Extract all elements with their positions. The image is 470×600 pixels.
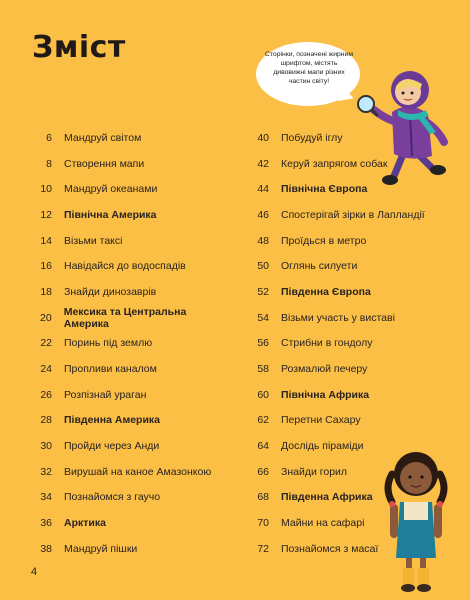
toc-entry-title: Дослідь піраміди: [281, 440, 364, 453]
toc-page-number: 12: [40, 208, 52, 221]
toc-page-number: 28: [40, 414, 52, 427]
toc-entry-title: Майни на сафарі: [281, 517, 365, 530]
toc-page-number: 48: [257, 234, 269, 247]
toc-page-number: 52: [257, 285, 269, 298]
toc-entry[interactable]: [249, 125, 449, 151]
toc-entry[interactable]: [249, 253, 449, 279]
toc-page-number: 62: [257, 414, 269, 427]
toc-entry[interactable]: [32, 408, 232, 434]
toc-left-column: [32, 125, 232, 562]
toc-entry-title: Знайди динозаврів: [64, 285, 157, 298]
toc-entry-title: Проїдься в метро: [281, 234, 367, 247]
toc-page-number: 26: [40, 388, 52, 401]
toc-entry-title: Побудуй іглу: [281, 131, 343, 144]
toc-entry-title: Північна Африка: [281, 388, 370, 401]
page-number: 4: [31, 566, 38, 578]
toc-entry[interactable]: [249, 228, 449, 254]
toc-entry-title: Мексика та Центральна Америка: [63, 305, 187, 330]
toc-entry-title: Мандруй океанами: [64, 183, 158, 196]
toc-entry[interactable]: [249, 408, 449, 434]
toc-entry-title: Познайомся з гаучо: [64, 491, 161, 504]
toc-page-number: 46: [257, 208, 269, 221]
toc-entry-title: Візьми участь у виставі: [281, 311, 395, 324]
toc-entry-title: Північна Європа: [281, 183, 368, 196]
toc-page-number: 8: [46, 157, 52, 170]
toc-page-number: 68: [257, 491, 269, 504]
toc-page-number: 30: [40, 440, 52, 453]
toc-entry-title: Південна Африка: [281, 491, 373, 504]
toc-page-number: 20: [40, 311, 52, 324]
toc-entry[interactable]: [32, 228, 232, 254]
toc-page-number: 38: [40, 542, 52, 555]
toc-page-number: 10: [40, 183, 52, 196]
toc-page-number: 72: [257, 542, 269, 555]
toc-page-number: 34: [40, 491, 52, 504]
toc-entry-title: Мандруй пішки: [64, 542, 138, 555]
toc-entry-title: Створення мапи: [64, 157, 145, 170]
toc-entry-title: Спостерігай зірки в Лапландії: [281, 208, 425, 221]
toc-page-number: 16: [40, 260, 52, 273]
toc-entry[interactable]: [32, 151, 232, 177]
toc-page-number: 40: [257, 131, 269, 144]
toc-entry[interactable]: [32, 253, 232, 279]
toc-entry-title: Вирушай на каное Амазонкою: [64, 465, 212, 478]
toc-entry-title: Познайомся з масаї: [281, 542, 379, 555]
toc-page-number: 32: [40, 465, 52, 478]
toc-entry[interactable]: [249, 331, 449, 357]
toc-entry[interactable]: [249, 536, 449, 562]
toc-right-column: [249, 125, 449, 562]
toc-entry[interactable]: [32, 279, 232, 305]
toc-entry-title: Північна Америка: [64, 208, 157, 221]
toc-entry[interactable]: [249, 305, 449, 331]
toc-entry[interactable]: [249, 279, 449, 305]
toc-entry-title: Стрибни в гондолу: [281, 337, 373, 350]
toc-page-number: 56: [257, 337, 269, 350]
toc-entry-title: Керуй запрягом собак: [281, 157, 388, 170]
toc-entry[interactable]: [32, 433, 232, 459]
toc-entry[interactable]: [32, 536, 232, 562]
toc-entry[interactable]: [249, 382, 449, 408]
toc-page-number: 42: [257, 157, 269, 170]
toc-entry[interactable]: [32, 356, 232, 382]
toc-page-number: 14: [40, 234, 52, 247]
toc-entry-title: Розпізнай ураган: [64, 388, 147, 401]
toc-entry[interactable]: [249, 433, 449, 459]
toc-page-number: 24: [40, 363, 52, 376]
toc-page-number: 70: [257, 517, 269, 530]
toc-page-number: 54: [257, 311, 269, 324]
toc-entry[interactable]: [249, 176, 449, 202]
toc-entry-title: Поринь під землю: [64, 337, 153, 350]
toc-entry[interactable]: [32, 510, 232, 536]
toc-entry-title: Візьми таксі: [64, 234, 123, 247]
toc-entry[interactable]: [32, 459, 232, 485]
toc-entry-title: Розмалюй печеру: [281, 363, 368, 376]
toc-entry-title: Мандруй світом: [64, 131, 142, 144]
toc-entry-title: Південна Америка: [64, 414, 161, 427]
toc-entry[interactable]: [249, 510, 449, 536]
toc-entry[interactable]: [249, 485, 449, 511]
toc-entry[interactable]: [249, 202, 449, 228]
toc-page-number: 66: [257, 465, 269, 478]
toc-page-number: 50: [257, 260, 269, 273]
toc-page-number: 60: [257, 388, 269, 401]
toc-page-number: 36: [40, 517, 52, 530]
toc-entry[interactable]: [32, 382, 232, 408]
toc-page-number: 6: [46, 131, 52, 144]
toc-entry-title: Оглянь силуети: [281, 260, 358, 273]
toc-entry[interactable]: [32, 331, 232, 357]
toc-entry[interactable]: [249, 151, 449, 177]
toc-entry[interactable]: [249, 459, 449, 485]
toc-entry[interactable]: [32, 176, 232, 202]
toc-entry[interactable]: [32, 485, 232, 511]
toc-entry[interactable]: [32, 202, 232, 228]
toc-entry-title: Південна Європа: [281, 285, 371, 298]
toc-page-number: 64: [257, 440, 269, 453]
speech-bubble-text: Сторінки, позначені жирним шрифтом, містять дивовижні мапи різних частин світу!: [264, 51, 354, 85]
toc-entry-title: Арктика: [64, 517, 106, 530]
toc-page-number: 44: [257, 183, 269, 196]
toc-entry-title: Пропливи каналом: [64, 363, 157, 376]
toc-page-number: 22: [40, 337, 52, 350]
toc-entry[interactable]: [32, 125, 232, 151]
page-title: Зміст: [32, 30, 126, 65]
toc-entry-title: Навідайся до водоспадів: [64, 260, 186, 273]
toc-entry[interactable]: [32, 305, 232, 331]
toc-entry-title: Знайди горил: [281, 465, 348, 478]
toc-page-number: 18: [40, 285, 52, 298]
toc-entry[interactable]: [249, 356, 449, 382]
toc-entry-title: Перетни Сахару: [281, 414, 361, 427]
toc-entry-title: Пройди через Анди: [64, 440, 160, 453]
toc-page-number: 58: [257, 363, 269, 376]
